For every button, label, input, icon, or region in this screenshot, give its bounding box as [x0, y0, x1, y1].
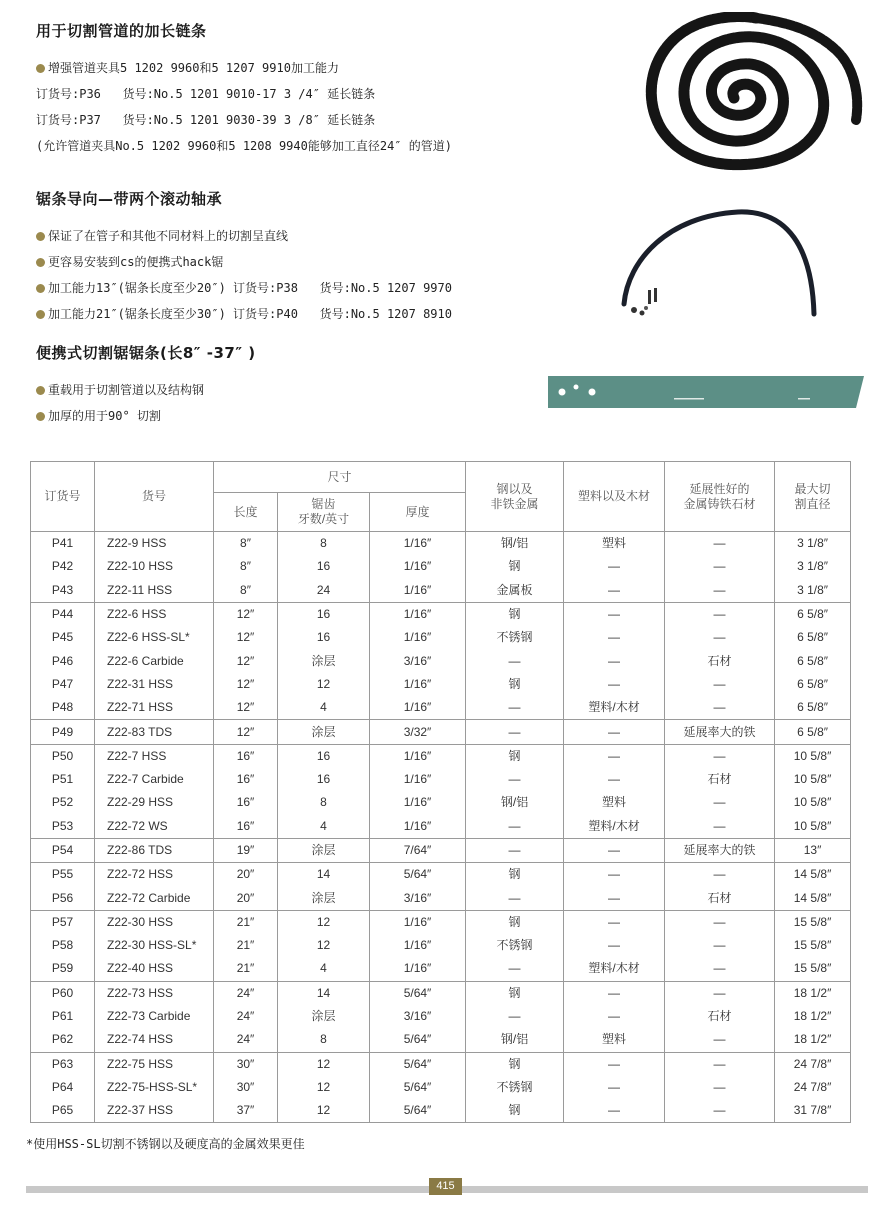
table-cell: —: [564, 673, 665, 696]
bullet-icon: [36, 310, 45, 319]
table-cell: P46: [31, 649, 95, 672]
table-cell: —: [665, 579, 775, 603]
table-cell: —: [665, 1099, 775, 1123]
table-cell: 1/16″: [370, 957, 466, 981]
table-row: [31, 1099, 851, 1123]
table-cell: Z22-75 HSS: [95, 1052, 214, 1076]
table-cell: —: [564, 1052, 665, 1076]
section-title: 用于切割管道的加长链条: [36, 22, 207, 40]
table-row: [31, 1052, 851, 1076]
table-cell: 塑料: [564, 791, 665, 814]
table-cell: 钢: [466, 602, 564, 626]
table-cell: 12: [278, 1052, 370, 1076]
table-cell: 1/16″: [370, 555, 466, 578]
table-cell: —: [665, 555, 775, 578]
table-cell: 16: [278, 626, 370, 649]
bullet-icon: [36, 258, 45, 267]
table-cell: 钢: [466, 744, 564, 768]
table-cell: —: [665, 815, 775, 839]
table-cell: 钢: [466, 910, 564, 934]
table-row: [31, 768, 851, 791]
section-line: 订货号:P36 货号:No.5 1201 9010-17 3 /4″ 延长链条: [36, 87, 376, 101]
table-cell: 15 5/8″: [775, 934, 851, 957]
table-cell: 涂层: [278, 720, 370, 744]
table-cell: —: [665, 863, 775, 887]
table-cell: 1/16″: [370, 626, 466, 649]
table-cell: 1/16″: [370, 910, 466, 934]
table-row: [31, 673, 851, 696]
table-cell: —: [466, 720, 564, 744]
table-cell: 12: [278, 934, 370, 957]
table-cell: P53: [31, 815, 95, 839]
table-cell: 24 7/8″: [775, 1052, 851, 1076]
table-cell: 6 5/8″: [775, 720, 851, 744]
table-cell: P62: [31, 1028, 95, 1052]
table-cell: —: [466, 768, 564, 791]
table-cell: 钢/铝: [466, 791, 564, 814]
section-saw-guide: [36, 188, 452, 327]
table-cell: —: [466, 696, 564, 720]
table-cell: 12″: [214, 720, 278, 744]
col-length: 长度: [214, 493, 278, 532]
table-cell: 16″: [214, 815, 278, 839]
table-cell: 钢: [466, 1052, 564, 1076]
table-cell: 金属板: [466, 579, 564, 603]
table-cell: —: [564, 649, 665, 672]
table-row: [31, 626, 851, 649]
table-cell: Z22-31 HSS: [95, 673, 214, 696]
table-cell: 16″: [214, 791, 278, 814]
table-cell: P42: [31, 555, 95, 578]
table-cell: 5/64″: [370, 863, 466, 887]
table-cell: 10 5/8″: [775, 791, 851, 814]
table-cell: Z22-7 HSS: [95, 744, 214, 768]
section-line: 保证了在管子和其他不同材料上的切割呈直线: [36, 223, 452, 249]
table-cell: Z22-30 HSS-SL*: [95, 934, 214, 957]
table-cell: 6 5/8″: [775, 696, 851, 720]
table-row: [31, 981, 851, 1005]
table-cell: 30″: [214, 1076, 278, 1099]
section-line: (允许管道夹具No.5 1202 9960和5 1208 9940能够加工直径24″ 的管道): [36, 139, 452, 153]
table-row: [31, 863, 851, 887]
table-cell: 1/16″: [370, 579, 466, 603]
table-cell: —: [665, 532, 775, 556]
table-cell: 5/64″: [370, 1076, 466, 1099]
table-cell: 石材: [665, 886, 775, 910]
table-cell: P57: [31, 910, 95, 934]
table-cell: 16″: [214, 768, 278, 791]
table-cell: 13″: [775, 838, 851, 862]
table-cell: 不锈钢: [466, 1076, 564, 1099]
table-cell: —: [564, 1005, 665, 1028]
table-row: [31, 791, 851, 814]
table-cell: 钢/铝: [466, 532, 564, 556]
table-row: [31, 815, 851, 839]
table-cell: 21″: [214, 957, 278, 981]
table-cell: 5/64″: [370, 981, 466, 1005]
table-cell: 1/16″: [370, 673, 466, 696]
table-cell: —: [466, 957, 564, 981]
col-ductile: 延展性好的 金属铸铁石材: [665, 462, 775, 532]
col-max-cut: 最大切 割直径: [775, 462, 851, 532]
table-cell: 4: [278, 815, 370, 839]
table-cell: P61: [31, 1005, 95, 1028]
table-cell: 3/16″: [370, 649, 466, 672]
table-cell: 30″: [214, 1052, 278, 1076]
table-cell: —: [564, 1099, 665, 1123]
section-line: 更容易安装到cs的便携式hack锯: [36, 249, 452, 275]
table-cell: 不锈钢: [466, 934, 564, 957]
table-cell: Z22-11 HSS: [95, 579, 214, 603]
table-cell: 15 5/8″: [775, 957, 851, 981]
table-cell: —: [466, 1005, 564, 1028]
table-cell: Z22-73 Carbide: [95, 1005, 214, 1028]
table-cell: P52: [31, 791, 95, 814]
table-cell: 3 1/8″: [775, 555, 851, 578]
bullet-icon: [36, 412, 45, 421]
table-cell: 14 5/8″: [775, 863, 851, 887]
table-cell: 钢: [466, 555, 564, 578]
table-cell: P59: [31, 957, 95, 981]
table-cell: 18 1/2″: [775, 1005, 851, 1028]
table-row: [31, 555, 851, 578]
bullet-icon: [36, 284, 45, 293]
table-cell: 3/32″: [370, 720, 466, 744]
table-cell: 1/16″: [370, 815, 466, 839]
table-cell: 16: [278, 768, 370, 791]
table-cell: —: [564, 768, 665, 791]
table-cell: —: [564, 981, 665, 1005]
table-cell: Z22-29 HSS: [95, 791, 214, 814]
table-cell: —: [564, 934, 665, 957]
col-plastic-wood: 塑料以及木材: [564, 462, 665, 532]
table-row: [31, 1028, 851, 1052]
table-cell: 10 5/8″: [775, 744, 851, 768]
bullet-icon: [36, 232, 45, 241]
table-cell: 石材: [665, 649, 775, 672]
table-cell: 16: [278, 555, 370, 578]
table-cell: P55: [31, 863, 95, 887]
table-cell: P48: [31, 696, 95, 720]
page-number: 415: [429, 1178, 462, 1195]
table-cell: 3 1/8″: [775, 532, 851, 556]
col-order-no: 订货号: [31, 462, 95, 532]
table-cell: 钢/铝: [466, 1028, 564, 1052]
table-cell: 24 7/8″: [775, 1076, 851, 1099]
table-row: [31, 602, 851, 626]
table-cell: 涂层: [278, 838, 370, 862]
table-cell: 8: [278, 1028, 370, 1052]
table-cell: —: [665, 602, 775, 626]
table-cell: 14 5/8″: [775, 886, 851, 910]
table-cell: 18 1/2″: [775, 981, 851, 1005]
table-cell: Z22-71 HSS: [95, 696, 214, 720]
table-cell: 19″: [214, 838, 278, 862]
table-cell: 1/16″: [370, 532, 466, 556]
table-row: [31, 1076, 851, 1099]
table-cell: P58: [31, 934, 95, 957]
table-cell: —: [564, 602, 665, 626]
table-cell: 石材: [665, 768, 775, 791]
table-row: [31, 957, 851, 981]
table-cell: 石材: [665, 1005, 775, 1028]
table-cell: Z22-73 HSS: [95, 981, 214, 1005]
table-cell: —: [564, 910, 665, 934]
table-cell: Z22-6 HSS-SL*: [95, 626, 214, 649]
table-cell: —: [665, 696, 775, 720]
table-cell: Z22-30 HSS: [95, 910, 214, 934]
table-cell: —: [665, 1052, 775, 1076]
table-cell: —: [665, 910, 775, 934]
table-cell: 12″: [214, 696, 278, 720]
table-cell: 1/16″: [370, 934, 466, 957]
table-cell: 6 5/8″: [775, 649, 851, 672]
table-cell: P49: [31, 720, 95, 744]
table-cell: Z22-37 HSS: [95, 1099, 214, 1123]
table-cell: —: [564, 838, 665, 862]
table-row: [31, 579, 851, 603]
table-cell: —: [665, 981, 775, 1005]
table-cell: Z22-10 HSS: [95, 555, 214, 578]
section-line: 加工能力21″(锯条长度至少30″) 订货号:P40 货号:No.5 1207 8910: [36, 301, 452, 327]
section-title: 便携式切割锯锯条(长8″ -37″ ): [36, 344, 256, 362]
section-extension-chain: [36, 20, 452, 159]
section-saw-blades: [36, 342, 256, 429]
table-cell: 12: [278, 910, 370, 934]
table-cell: 12″: [214, 626, 278, 649]
table-row: [31, 838, 851, 862]
section-line: 加厚的用于90° 切割: [36, 403, 256, 429]
table-cell: P51: [31, 768, 95, 791]
table-cell: 20″: [214, 863, 278, 887]
table-cell: 4: [278, 696, 370, 720]
table-cell: 21″: [214, 910, 278, 934]
table-cell: 12: [278, 1076, 370, 1099]
table-cell: P44: [31, 602, 95, 626]
bullet-icon: [36, 64, 45, 73]
table-row: [31, 1005, 851, 1028]
table-cell: 16: [278, 744, 370, 768]
table-cell: 塑料/木材: [564, 696, 665, 720]
table-cell: 6 5/8″: [775, 626, 851, 649]
table-cell: Z22-6 Carbide: [95, 649, 214, 672]
table-cell: Z22-9 HSS: [95, 532, 214, 556]
table-cell: Z22-72 WS: [95, 815, 214, 839]
table-cell: —: [665, 957, 775, 981]
table-body: [31, 532, 851, 1123]
table-cell: 21″: [214, 934, 278, 957]
table-cell: Z22-6 HSS: [95, 602, 214, 626]
table-cell: Z22-40 HSS: [95, 957, 214, 981]
table-cell: P50: [31, 744, 95, 768]
table-cell: 7/64″: [370, 838, 466, 862]
table-cell: 16″: [214, 744, 278, 768]
table-cell: P41: [31, 532, 95, 556]
table-cell: 15 5/8″: [775, 910, 851, 934]
table-cell: 塑料: [564, 1028, 665, 1052]
table-cell: —: [564, 863, 665, 887]
table-cell: —: [665, 1076, 775, 1099]
table-cell: —: [665, 744, 775, 768]
table-cell: 6 5/8″: [775, 673, 851, 696]
section-line: 重载用于切割管道以及结构钢: [36, 377, 256, 403]
table-cell: —: [665, 673, 775, 696]
table-cell: —: [665, 934, 775, 957]
table-cell: 塑料/木材: [564, 957, 665, 981]
table-cell: P54: [31, 838, 95, 862]
table-cell: Z22-7 Carbide: [95, 768, 214, 791]
table-cell: P56: [31, 886, 95, 910]
table-cell: Z22-75-HSS-SL*: [95, 1076, 214, 1099]
table-cell: —: [564, 555, 665, 578]
table-row: [31, 910, 851, 934]
table-cell: 5/64″: [370, 1099, 466, 1123]
col-size-group: 尺寸: [214, 462, 466, 493]
table-cell: —: [665, 791, 775, 814]
table-cell: 24″: [214, 981, 278, 1005]
col-steel: 钢以及 非铁金属: [466, 462, 564, 532]
table-cell: 1/16″: [370, 602, 466, 626]
table-cell: —: [564, 886, 665, 910]
table-cell: 涂层: [278, 886, 370, 910]
section-line: 加工能力13″(锯条长度至少20″) 订货号:P38 货号:No.5 1207 9970: [36, 275, 452, 301]
table-cell: 涂层: [278, 1005, 370, 1028]
table-cell: Z22-74 HSS: [95, 1028, 214, 1052]
table-cell: 8: [278, 532, 370, 556]
table-cell: 12″: [214, 673, 278, 696]
table-row: [31, 649, 851, 672]
table-cell: —: [564, 744, 665, 768]
table-cell: 20″: [214, 886, 278, 910]
table-cell: —: [564, 720, 665, 744]
table-cell: Z22-72 HSS: [95, 863, 214, 887]
table-cell: 5/64″: [370, 1028, 466, 1052]
table-cell: Z22-86 TDS: [95, 838, 214, 862]
table-row: [31, 532, 851, 556]
table-cell: 钢: [466, 673, 564, 696]
table-cell: P63: [31, 1052, 95, 1076]
col-teeth: 锯齿 牙数/英寸: [278, 493, 370, 532]
table-cell: —: [564, 579, 665, 603]
col-thickness: 厚度: [370, 493, 466, 532]
table-cell: 3 1/8″: [775, 579, 851, 603]
table-cell: 1/16″: [370, 744, 466, 768]
table-cell: —: [564, 1076, 665, 1099]
table-cell: P60: [31, 981, 95, 1005]
table-cell: 不锈钢: [466, 626, 564, 649]
table-cell: 8″: [214, 532, 278, 556]
blade-spec-table: [30, 461, 851, 1123]
table-cell: 塑料/木材: [564, 815, 665, 839]
table-cell: —: [665, 1028, 775, 1052]
table-cell: 16: [278, 602, 370, 626]
bullet-icon: [36, 386, 45, 395]
table-cell: —: [466, 649, 564, 672]
table-cell: 延展率大的铁: [665, 720, 775, 744]
table-row: [31, 934, 851, 957]
table-cell: P64: [31, 1076, 95, 1099]
table-cell: 12″: [214, 649, 278, 672]
chain-spiral-image: [616, 12, 866, 172]
table-cell: 6 5/8″: [775, 602, 851, 626]
table-cell: 钢: [466, 1099, 564, 1123]
table-cell: 24″: [214, 1005, 278, 1028]
table-cell: 5/64″: [370, 1052, 466, 1076]
table-cell: 10 5/8″: [775, 768, 851, 791]
table-cell: 3/16″: [370, 1005, 466, 1028]
table-cell: —: [564, 626, 665, 649]
table-cell: 12: [278, 673, 370, 696]
table-cell: 钢: [466, 981, 564, 1005]
table-cell: 4: [278, 957, 370, 981]
table-cell: 1/16″: [370, 791, 466, 814]
table-cell: 8″: [214, 579, 278, 603]
table-cell: —: [665, 626, 775, 649]
table-cell: 18 1/2″: [775, 1028, 851, 1052]
saw-guide-image: [608, 206, 828, 324]
table-cell: 10 5/8″: [775, 815, 851, 839]
table-cell: 14: [278, 981, 370, 1005]
table-cell: 8: [278, 791, 370, 814]
col-item-no: 货号: [95, 462, 214, 532]
table-cell: P45: [31, 626, 95, 649]
saw-blade-image: [548, 374, 866, 410]
footnote: *使用HSS-SL切割不锈钢以及硬度高的金属效果更佳: [26, 1137, 305, 1151]
table-cell: —: [466, 838, 564, 862]
table-cell: 涂层: [278, 649, 370, 672]
table-cell: P43: [31, 579, 95, 603]
table-cell: —: [466, 815, 564, 839]
table-cell: 塑料: [564, 532, 665, 556]
table-cell: 1/16″: [370, 696, 466, 720]
table-cell: 3/16″: [370, 886, 466, 910]
table-cell: 14: [278, 863, 370, 887]
table-row: [31, 720, 851, 744]
table-cell: Z22-83 TDS: [95, 720, 214, 744]
table-cell: 12: [278, 1099, 370, 1123]
table-cell: 37″: [214, 1099, 278, 1123]
table-cell: 延展率大的铁: [665, 838, 775, 862]
table-cell: —: [466, 886, 564, 910]
table-cell: 31 7/8″: [775, 1099, 851, 1123]
section-title: 锯条导向—带两个滚动轴承: [36, 190, 223, 208]
table-cell: 12″: [214, 602, 278, 626]
section-line: 订货号:P37 货号:No.5 1201 9030-39 3 /8″ 延长链条: [36, 113, 376, 127]
table-cell: 1/16″: [370, 768, 466, 791]
table-row: [31, 886, 851, 910]
table-cell: P47: [31, 673, 95, 696]
table-cell: 钢: [466, 863, 564, 887]
table-cell: Z22-72 Carbide: [95, 886, 214, 910]
table-row: [31, 696, 851, 720]
table-cell: 8″: [214, 555, 278, 578]
table-row: [31, 744, 851, 768]
section-line: 增强管道夹具5 1202 9960和5 1207 9910加工能力: [36, 55, 452, 81]
table-cell: P65: [31, 1099, 95, 1123]
table-cell: 24: [278, 579, 370, 603]
table-cell: 24″: [214, 1028, 278, 1052]
